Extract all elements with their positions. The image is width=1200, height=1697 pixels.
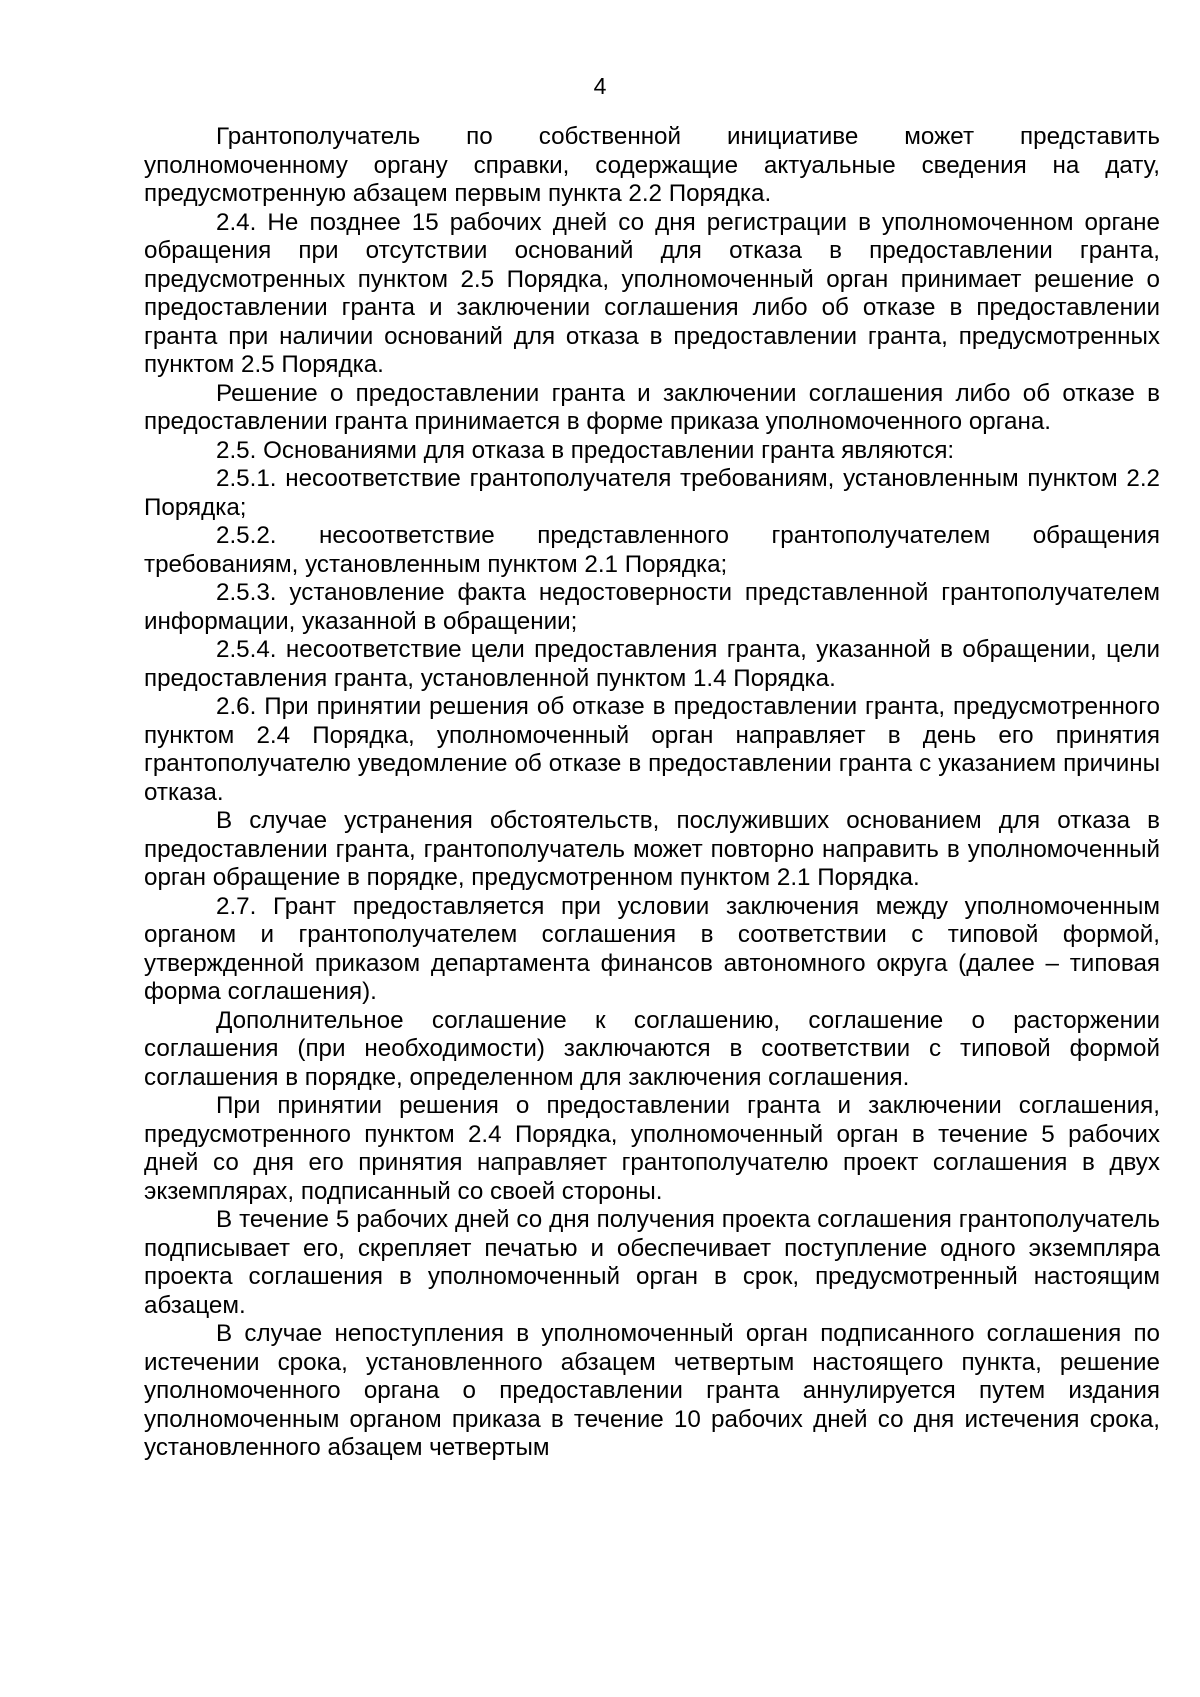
paragraph-2-6: 2.6. При принятии решения об отказе в предоставлении гранта, предусмотренного пунктом 2.4 Порядка, уполномоченный орган направляет в день его принятия грантополучателю уведомление об отказе в предоставлении гранта с указанием причины отказа. [144, 693, 1160, 806]
paragraph-initiative-certificates: Грантополучатель по собственной инициативе может представить уполномоченному органу справки, содержащие актуальные сведения на дату, предусмотренную абзацем первым пункта 2.2 Порядка. [144, 123, 1160, 207]
document-body [144, 123, 1160, 1463]
paragraph-2-5-1: 2.5.1. несоответствие грантополучателя требованиям, установленным пунктом 2.2 Порядка; [144, 465, 1160, 521]
paragraph-2-7: 2.7. Грант предоставляется при условии заключения между уполномоченным органом и грантополучателем соглашения в соответствии с типовой формой, утвержденной приказом департамента финансов автономного округа (далее – типовая форма соглашения). [144, 892, 1160, 1005]
page-number: 4 [593, 73, 607, 99]
paragraph-2-5-2: 2.5.2. несоответствие представленного грантополучателем обращения требованиям, установленным пунктом 2.1 Порядка; [144, 522, 1160, 578]
paragraph-signing-period: В течение 5 рабочих дней со дня получения проекта соглашения грантополучатель подписывает его, скрепляет печатью и обеспечивает поступление одного экземпляра проекта соглашения в уполномоченный орган в срок, предусмотренный настоящим абзацем. [144, 1206, 1160, 1319]
paragraph-2-4: 2.4. Не позднее 15 рабочих дней со дня регистрации в уполномоченном органе обращения при отсутствии оснований для отказа в предоставлении гранта, предусмотренных пунктом 2.5 Порядка, уполномоченный орган принимает решение о предоставлении гранта и заключении соглашения либо об отказе в предоставлении гранта при наличии оснований для отказа в предоставлении гранта, предусмотренных пунктом 2.5 Порядка. [144, 208, 1160, 378]
paragraph-2-5-4: 2.5.4. несоответствие цели предоставления гранта, указанной в обращении, цели предоставления гранта, установленной пунктом 1.4 Порядка. [144, 636, 1160, 692]
paragraph-annulment: В случае непоступления в уполномоченный орган подписанного соглашения по истечении срока, установленного абзацем четвертым настоящего пункта, решение уполномоченного органа о предоставлении гранта аннулируется путем издания уполномоченным органом приказа в течение 10 рабочих дней со дня истечения срока, установленного абзацем четвертым [144, 1320, 1160, 1461]
paragraph-resubmission: В случае устранения обстоятельств, послуживших основанием для отказа в предоставлении гранта, грантополучатель может повторно направить в уполномоченный орган обращение в порядке, предусмотренном пунктом 2.1 Порядка. [144, 807, 1160, 891]
paragraph-2-5-3: 2.5.3. установление факта недостоверности представленной грантополучателем информации, указанной в обращении; [144, 579, 1160, 635]
paragraph-decision-order-form: Решение о предоставлении гранта и заключении соглашения либо об отказе в предоставлении гранта принимается в форме приказа уполномоченного органа. [144, 379, 1160, 435]
paragraph-2-5: 2.5. Основаниями для отказа в предоставлении гранта являются: [216, 436, 955, 464]
paragraph-draft-agreement: При принятии решения о предоставлении гранта и заключении соглашения, предусмотренного пунктом 2.4 Порядка, уполномоченный орган в течение 5 рабочих дней со дня его принятия направляет грантополучателю проект соглашения в двух экземплярах, подписанный со своей стороны. [144, 1092, 1160, 1205]
paragraph-additional-agreement: Дополнительное соглашение к соглашению, соглашение о расторжении соглашения (при необходимости) заключаются в соответствии с типовой формой соглашения в порядке, определенном для заключения соглашения. [144, 1006, 1160, 1091]
